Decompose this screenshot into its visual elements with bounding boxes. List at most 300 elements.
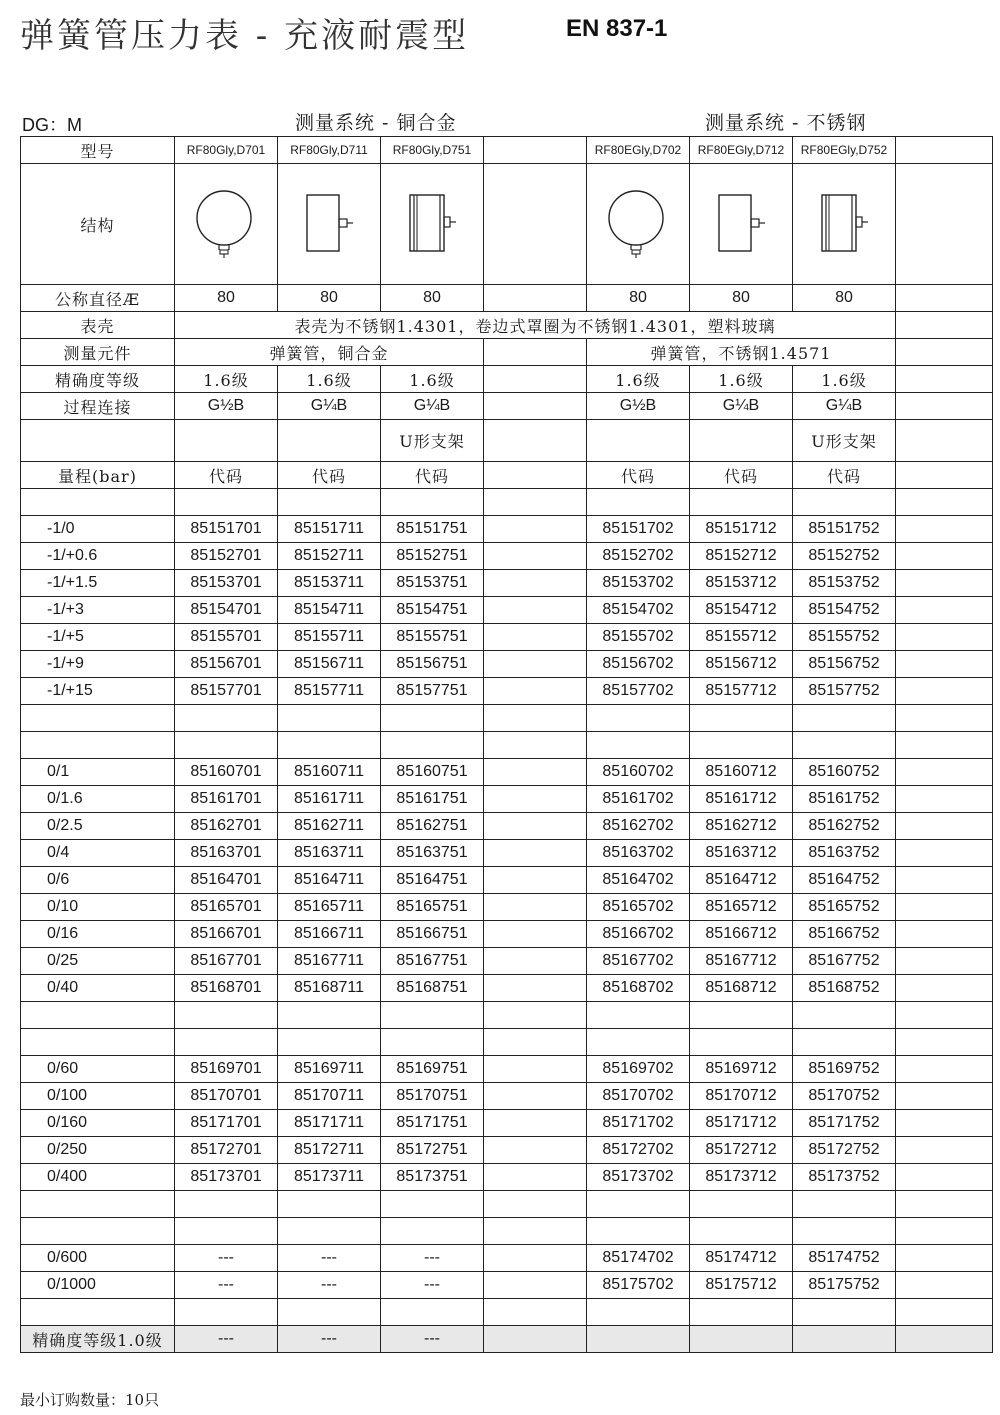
code-cell: 85162712 xyxy=(690,813,793,840)
code-cell: 85154752 xyxy=(793,597,896,624)
range-cell xyxy=(21,1299,175,1326)
connection-cell: G½B xyxy=(587,393,690,420)
code-cell: 85164702 xyxy=(587,867,690,894)
code-cell: 85168701 xyxy=(175,975,278,1002)
code-cell xyxy=(896,624,993,651)
code-cell: --- xyxy=(381,1245,484,1272)
code-cell: 85155752 xyxy=(793,624,896,651)
dg-label: DG：M xyxy=(22,115,82,135)
case-description: 表壳为不锈钢1.4301，卷边式罩圈为不锈钢1.4301，塑料玻璃 xyxy=(175,312,896,339)
code-cell: --- xyxy=(381,1326,484,1353)
code-cell: 85168711 xyxy=(278,975,381,1002)
code-cell xyxy=(793,705,896,732)
code-cell: 85151752 xyxy=(793,516,896,543)
table-row xyxy=(21,651,993,678)
code-cell: --- xyxy=(278,1245,381,1272)
code-cell xyxy=(587,1218,690,1245)
code-cell xyxy=(484,678,587,705)
code-cell xyxy=(896,840,993,867)
range-cell: 0/2.5 xyxy=(21,813,175,840)
code-cell xyxy=(381,1191,484,1218)
code-cell: 85156711 xyxy=(278,651,381,678)
model-cell: RF80EGly,D712 xyxy=(690,137,793,164)
code-cell: 85155711 xyxy=(278,624,381,651)
code-cell: 85170701 xyxy=(175,1083,278,1110)
code-cell: 85172702 xyxy=(587,1137,690,1164)
table-row xyxy=(21,393,993,420)
code-cell: 85152751 xyxy=(381,543,484,570)
code-cell: 85173752 xyxy=(793,1164,896,1191)
code-cell: 85170752 xyxy=(793,1083,896,1110)
code-cell: 85173701 xyxy=(175,1164,278,1191)
code-cell xyxy=(793,1326,896,1353)
code-cell: 85156752 xyxy=(793,651,896,678)
table-cell xyxy=(21,420,175,462)
code-cell xyxy=(484,1299,587,1326)
code-cell: 85161711 xyxy=(278,786,381,813)
code-cell: 85154712 xyxy=(690,597,793,624)
code-cell xyxy=(793,1029,896,1056)
code-cell xyxy=(896,732,993,759)
mounting-cell xyxy=(175,420,278,462)
code-cell: 85169711 xyxy=(278,1056,381,1083)
code-cell: 85152711 xyxy=(278,543,381,570)
code-cell xyxy=(793,1191,896,1218)
code-cell xyxy=(484,489,587,516)
code-cell xyxy=(896,1245,993,1272)
code-cell xyxy=(690,732,793,759)
code-cell: 85167701 xyxy=(175,948,278,975)
code-cell: 85164712 xyxy=(690,867,793,894)
range-cell xyxy=(21,705,175,732)
table-row xyxy=(21,1245,993,1272)
code-cell: 85167752 xyxy=(793,948,896,975)
code-cell: 85153752 xyxy=(793,570,896,597)
code-cell xyxy=(896,759,993,786)
table-row xyxy=(21,1272,993,1299)
header-diameter: 公称直径Æ xyxy=(21,285,175,312)
code-cell: 85174752 xyxy=(793,1245,896,1272)
code-cell: 85173712 xyxy=(690,1164,793,1191)
code-cell xyxy=(484,867,587,894)
code-label-cell: 代码 xyxy=(278,462,381,489)
code-cell: 85166751 xyxy=(381,921,484,948)
code-label-cell: 代码 xyxy=(793,462,896,489)
back-mount-gauge-icon xyxy=(278,191,380,257)
table-row xyxy=(21,339,993,366)
code-cell xyxy=(587,1002,690,1029)
code-cell xyxy=(896,1029,993,1056)
code-cell xyxy=(484,570,587,597)
code-label-cell: 代码 xyxy=(690,462,793,489)
range-cell: 0/160 xyxy=(21,1110,175,1137)
model-cell: RF80Gly,D701 xyxy=(175,137,278,164)
code-cell: 85157701 xyxy=(175,678,278,705)
code-cell: 85160751 xyxy=(381,759,484,786)
structure-cell xyxy=(690,164,793,285)
code-cell xyxy=(896,705,993,732)
code-cell xyxy=(278,1002,381,1029)
code-cell: 85162711 xyxy=(278,813,381,840)
range-cell: 0/400 xyxy=(21,1164,175,1191)
table-row xyxy=(21,597,993,624)
code-cell xyxy=(484,975,587,1002)
mounting-cell xyxy=(896,420,993,462)
code-cell xyxy=(793,1002,896,1029)
code-cell: 85153712 xyxy=(690,570,793,597)
code-cell: 85169701 xyxy=(175,1056,278,1083)
code-cell: 85160711 xyxy=(278,759,381,786)
code-cell: 85171702 xyxy=(587,1110,690,1137)
connection-cell: G¼B xyxy=(690,393,793,420)
code-cell: 85161751 xyxy=(381,786,484,813)
code-cell: --- xyxy=(175,1245,278,1272)
accuracy-cell: 1.6级 xyxy=(793,366,896,393)
code-cell: 85163712 xyxy=(690,840,793,867)
code-cell xyxy=(690,1002,793,1029)
code-cell xyxy=(278,1029,381,1056)
code-cell xyxy=(896,975,993,1002)
code-cell xyxy=(381,489,484,516)
system-copper-heading: 测量系统 - 铜合金 xyxy=(295,112,457,134)
standard-code: EN 837-1 xyxy=(566,15,668,42)
code-cell: 85157702 xyxy=(587,678,690,705)
code-label-cell: 代码 xyxy=(381,462,484,489)
header-range: 量程(bar) xyxy=(21,462,175,489)
code-cell xyxy=(690,1029,793,1056)
code-cell xyxy=(896,867,993,894)
accuracy-cell: 1.6级 xyxy=(690,366,793,393)
back-mount-bracket-gauge-icon xyxy=(793,191,895,257)
code-cell xyxy=(484,1137,587,1164)
code-cell: 85171701 xyxy=(175,1110,278,1137)
code-cell: 85153751 xyxy=(381,570,484,597)
code-cell: 85152701 xyxy=(175,543,278,570)
element-copper: 弹簧管，铜合金 xyxy=(175,339,484,366)
table-row xyxy=(21,1110,993,1137)
code-cell xyxy=(484,1218,587,1245)
code-cell: 85172752 xyxy=(793,1137,896,1164)
accuracy-cell: 1.6级 xyxy=(175,366,278,393)
code-cell: 85174702 xyxy=(587,1245,690,1272)
code-cell xyxy=(484,732,587,759)
code-cell: 85165712 xyxy=(690,894,793,921)
code-cell: 85172751 xyxy=(381,1137,484,1164)
code-cell xyxy=(896,1002,993,1029)
code-cell xyxy=(896,1083,993,1110)
code-cell: 85168712 xyxy=(690,975,793,1002)
code-cell xyxy=(793,1299,896,1326)
range-cell: 0/10 xyxy=(21,894,175,921)
range-cell xyxy=(21,732,175,759)
code-cell xyxy=(175,1299,278,1326)
code-cell: 85166701 xyxy=(175,921,278,948)
code-cell: 85152702 xyxy=(587,543,690,570)
diameter-cell xyxy=(896,285,993,312)
code-cell: 85154711 xyxy=(278,597,381,624)
code-cell: 85165751 xyxy=(381,894,484,921)
code-cell: 85169702 xyxy=(587,1056,690,1083)
code-cell: 85172712 xyxy=(690,1137,793,1164)
accuracy-cell: 1.6级 xyxy=(278,366,381,393)
code-cell xyxy=(175,705,278,732)
code-cell xyxy=(381,1218,484,1245)
table-row xyxy=(21,786,993,813)
table-row xyxy=(21,516,993,543)
code-cell: 85167712 xyxy=(690,948,793,975)
model-cell xyxy=(484,137,587,164)
code-cell: 85175702 xyxy=(587,1272,690,1299)
code-cell xyxy=(484,705,587,732)
product-table xyxy=(20,136,993,1353)
back-mount-gauge-icon xyxy=(690,191,792,257)
code-cell: 85155712 xyxy=(690,624,793,651)
code-cell: 85154702 xyxy=(587,597,690,624)
code-cell: 85174712 xyxy=(690,1245,793,1272)
code-cell: --- xyxy=(175,1272,278,1299)
table-row xyxy=(21,570,993,597)
code-cell: 85162702 xyxy=(587,813,690,840)
code-cell: 85169752 xyxy=(793,1056,896,1083)
range-cell: 0/1 xyxy=(21,759,175,786)
code-cell xyxy=(896,651,993,678)
code-cell: 85151711 xyxy=(278,516,381,543)
code-cell xyxy=(587,1326,690,1353)
bottom-mount-gauge-icon xyxy=(587,189,689,259)
table-row xyxy=(21,921,993,948)
structure-cell xyxy=(793,164,896,285)
code-cell: 85161702 xyxy=(587,786,690,813)
table-cell xyxy=(896,339,993,366)
code-cell xyxy=(896,597,993,624)
header-element: 测量元件 xyxy=(21,339,175,366)
code-cell: 85173711 xyxy=(278,1164,381,1191)
code-cell xyxy=(587,732,690,759)
code-cell xyxy=(484,651,587,678)
code-cell xyxy=(484,543,587,570)
model-cell: RF80Gly,D751 xyxy=(381,137,484,164)
code-cell xyxy=(381,732,484,759)
code-cell xyxy=(896,516,993,543)
code-cell xyxy=(484,624,587,651)
range-cell xyxy=(21,1191,175,1218)
code-cell: 85167711 xyxy=(278,948,381,975)
code-cell xyxy=(175,1002,278,1029)
page-title: 弹簧管压力表 - 充液耐震型 xyxy=(20,16,470,56)
min-order-note: 最小订购数量：10只 xyxy=(20,1391,160,1409)
table-row xyxy=(21,137,993,164)
element-steel: 弹簧管，不锈钢1.4571 xyxy=(587,339,896,366)
code-cell xyxy=(896,678,993,705)
mounting-cell xyxy=(278,420,381,462)
code-cell xyxy=(587,1299,690,1326)
code-cell: 85164711 xyxy=(278,867,381,894)
accuracy-cell xyxy=(896,366,993,393)
code-cell xyxy=(175,1218,278,1245)
code-label-cell: 代码 xyxy=(175,462,278,489)
diameter-cell xyxy=(484,285,587,312)
range-cell: 0/16 xyxy=(21,921,175,948)
model-cell: RF80EGly,D752 xyxy=(793,137,896,164)
code-label-cell xyxy=(484,462,587,489)
code-cell: 85170702 xyxy=(587,1083,690,1110)
code-cell: 85166711 xyxy=(278,921,381,948)
code-cell: 85155751 xyxy=(381,624,484,651)
range-cell: 0/25 xyxy=(21,948,175,975)
structure-cell xyxy=(278,164,381,285)
range-cell: -1/+3 xyxy=(21,597,175,624)
code-cell xyxy=(278,489,381,516)
code-cell xyxy=(484,759,587,786)
code-cell xyxy=(484,516,587,543)
code-cell xyxy=(484,1164,587,1191)
table-row xyxy=(21,840,993,867)
code-cell: 85161701 xyxy=(175,786,278,813)
mounting-cell: U形支架 xyxy=(793,420,896,462)
code-cell xyxy=(484,894,587,921)
structure-cell xyxy=(896,164,993,285)
code-cell xyxy=(793,489,896,516)
code-cell xyxy=(484,840,587,867)
range-cell: 0/4 xyxy=(21,840,175,867)
code-cell: 85165711 xyxy=(278,894,381,921)
code-cell xyxy=(896,1326,993,1353)
code-cell xyxy=(484,1083,587,1110)
range-cell: -1/+9 xyxy=(21,651,175,678)
code-cell: 85160702 xyxy=(587,759,690,786)
code-cell: 85163751 xyxy=(381,840,484,867)
code-cell xyxy=(381,705,484,732)
table-row xyxy=(21,285,993,312)
code-cell: 85163752 xyxy=(793,840,896,867)
code-cell xyxy=(381,1299,484,1326)
code-cell: 85165701 xyxy=(175,894,278,921)
range-cell: 0/250 xyxy=(21,1137,175,1164)
code-cell xyxy=(896,1137,993,1164)
code-cell: 85157711 xyxy=(278,678,381,705)
connection-cell: G¼B xyxy=(278,393,381,420)
code-cell: 85160701 xyxy=(175,759,278,786)
code-cell: 85173702 xyxy=(587,1164,690,1191)
mounting-cell xyxy=(484,420,587,462)
code-cell xyxy=(690,1326,793,1353)
code-cell: 85175752 xyxy=(793,1272,896,1299)
range-cell: -1/+0.6 xyxy=(21,543,175,570)
structure-cell xyxy=(175,164,278,285)
mounting-cell xyxy=(690,420,793,462)
model-cell: RF80EGly,D702 xyxy=(587,137,690,164)
table-row xyxy=(21,312,993,339)
code-cell xyxy=(484,813,587,840)
system-steel-heading: 测量系统 - 不锈钢 xyxy=(705,112,867,134)
code-cell: 85151751 xyxy=(381,516,484,543)
mounting-cell xyxy=(587,420,690,462)
accuracy-1-0-label: 精确度等级1.0级 xyxy=(21,1326,175,1353)
code-cell xyxy=(690,1191,793,1218)
code-cell: 85151701 xyxy=(175,516,278,543)
table-row xyxy=(21,705,993,732)
code-cell xyxy=(896,489,993,516)
code-cell: 85170712 xyxy=(690,1083,793,1110)
header-model: 型号 xyxy=(21,137,175,164)
range-cell: 0/6 xyxy=(21,867,175,894)
code-cell xyxy=(278,1299,381,1326)
code-cell: 85164751 xyxy=(381,867,484,894)
range-cell: 0/1000 xyxy=(21,1272,175,1299)
code-cell xyxy=(484,1191,587,1218)
code-cell xyxy=(896,813,993,840)
code-cell: --- xyxy=(278,1326,381,1353)
code-cell xyxy=(175,489,278,516)
header-accuracy: 精确度等级 xyxy=(21,366,175,393)
back-mount-bracket-gauge-icon xyxy=(381,191,483,257)
diameter-cell: 80 xyxy=(175,285,278,312)
code-cell: 85156751 xyxy=(381,651,484,678)
code-cell: --- xyxy=(278,1272,381,1299)
code-cell: 85161752 xyxy=(793,786,896,813)
range-cell: -1/+5 xyxy=(21,624,175,651)
code-cell xyxy=(690,1218,793,1245)
range-cell xyxy=(21,1002,175,1029)
code-cell xyxy=(484,1245,587,1272)
code-cell xyxy=(175,1191,278,1218)
code-cell: 85175712 xyxy=(690,1272,793,1299)
code-cell xyxy=(484,1056,587,1083)
code-cell: 85173751 xyxy=(381,1164,484,1191)
table-row xyxy=(21,894,993,921)
code-cell xyxy=(896,543,993,570)
table-row xyxy=(21,366,993,393)
code-cell: 85152712 xyxy=(690,543,793,570)
code-cell: 85168702 xyxy=(587,975,690,1002)
code-cell xyxy=(484,948,587,975)
code-cell: 85163701 xyxy=(175,840,278,867)
connection-cell: G¼B xyxy=(793,393,896,420)
code-cell: 85168752 xyxy=(793,975,896,1002)
code-cell xyxy=(896,570,993,597)
code-cell xyxy=(896,1299,993,1326)
code-cell xyxy=(484,1002,587,1029)
accuracy-cell xyxy=(484,366,587,393)
code-cell: 85165752 xyxy=(793,894,896,921)
structure-cell xyxy=(484,164,587,285)
header-structure: 结构 xyxy=(21,164,175,285)
code-cell xyxy=(278,705,381,732)
table-row xyxy=(21,1299,993,1326)
code-cell: --- xyxy=(175,1326,278,1353)
code-cell: 85164701 xyxy=(175,867,278,894)
mounting-cell: U形支架 xyxy=(381,420,484,462)
code-cell xyxy=(896,1272,993,1299)
code-cell: 85172711 xyxy=(278,1137,381,1164)
code-cell: 85160752 xyxy=(793,759,896,786)
code-cell: 85156701 xyxy=(175,651,278,678)
code-cell xyxy=(690,489,793,516)
code-cell xyxy=(484,1272,587,1299)
code-cell: 85169712 xyxy=(690,1056,793,1083)
model-cell: RF80Gly,D711 xyxy=(278,137,381,164)
code-cell: 85151702 xyxy=(587,516,690,543)
code-cell xyxy=(381,1029,484,1056)
code-cell xyxy=(278,1191,381,1218)
range-cell xyxy=(21,1218,175,1245)
range-cell xyxy=(21,489,175,516)
table-row xyxy=(21,624,993,651)
range-cell xyxy=(21,1029,175,1056)
table-row xyxy=(21,164,993,285)
range-cell: 0/1.6 xyxy=(21,786,175,813)
table-row xyxy=(21,543,993,570)
